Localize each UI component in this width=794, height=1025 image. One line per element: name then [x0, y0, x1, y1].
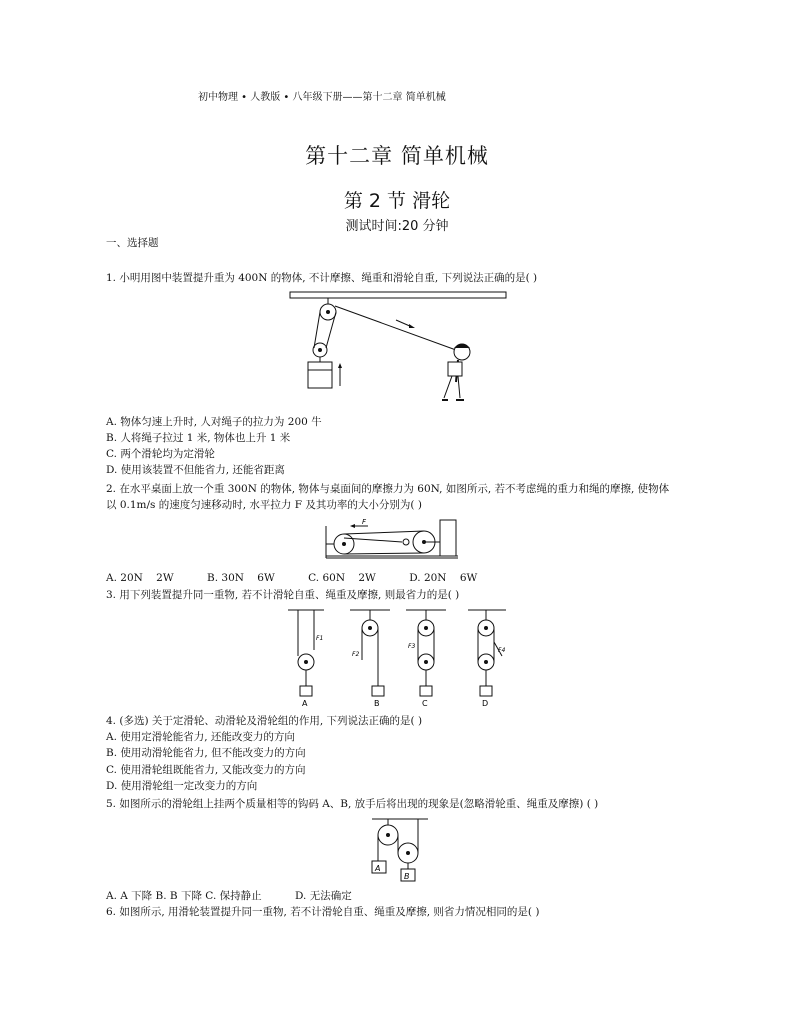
- weight-label-a: A: [375, 864, 381, 873]
- question-6-stem: 6. 如图所示, 用滑轮装置提升同一重物, 若不计滑轮自重、绳重及摩擦, 则省力情况相同的是( ): [106, 906, 540, 918]
- figure-pulley-person: [288, 290, 508, 410]
- question-4-stem: 4. (多选) 关于定滑轮、动滑轮及滑轮组的作用, 下列说法正确的是( ): [106, 715, 423, 727]
- svg-text:F2: F2: [352, 651, 360, 658]
- force-label-f: F: [362, 518, 367, 526]
- question-1-stem: 1. 小明用图中装置提升重为 400N 的物体, 不计摩擦、绳重和滑轮自重, 下列说法正确的是( ): [106, 272, 538, 284]
- q4-option-c: C. 使用滑轮组既能省力, 又能改变力的方向: [106, 764, 306, 776]
- setup-label-c: C: [422, 699, 428, 708]
- test-time: 测试时间:20 分钟: [345, 219, 449, 234]
- breadcrumb: 初中物理 • 人教版 • 八年级下册——第十二章 简单机械: [198, 92, 446, 103]
- section-title: 第 2 节 滑轮: [343, 190, 451, 212]
- setup-b: [350, 610, 390, 708]
- chapter-title: 第十二章 简单机械: [305, 144, 489, 168]
- figure-four-pulley-setups: [280, 606, 520, 708]
- svg-text:F3: F3: [408, 643, 416, 650]
- setup-a: [288, 610, 324, 708]
- q1-option-c: C. 两个滑轮均为定滑轮: [106, 448, 215, 460]
- question-2-stem-line1: 2. 在水平桌面上放一个重 300N 的物体, 物体与桌面间的摩擦力为 60N, 如图所示, 若不考虑绳的重力和绳的摩擦, 使物体: [106, 483, 670, 495]
- setup-label-d: D: [482, 699, 489, 708]
- q1-option-d: D. 使用该装置不但能省力, 还能省距离: [106, 464, 285, 476]
- q1-option-a: A. 物体匀速上升时, 人对绳子的拉力为 200 牛: [106, 416, 322, 428]
- setup-label-a: A: [302, 699, 308, 708]
- question-2-stem-line2: 以 0.1m/s 的速度匀速移动时, 水平拉力 F 及其功率的大小分别为( ): [106, 499, 422, 511]
- q4-option-a: A. 使用定滑轮能省力, 还能改变力的方向: [106, 731, 295, 743]
- part-heading: 一、选择题: [106, 237, 159, 249]
- svg-text:F1: F1: [316, 635, 324, 642]
- weight-label-b: B: [404, 872, 410, 881]
- q1-option-b: B. 人将绳子拉过 1 米, 物体也上升 1 米: [106, 432, 291, 444]
- setup-label-b: B: [374, 699, 380, 708]
- setup-d: [468, 610, 506, 708]
- q5-options: A. A 下降 B. B 下降 C. 保持静止 D. 无法确定: [106, 890, 352, 902]
- q4-option-d: D. 使用滑轮组一定改变力的方向: [106, 780, 258, 792]
- figure-weights-ab: [368, 815, 434, 887]
- figure-horizontal-pulley: [322, 516, 462, 564]
- setup-c: [406, 610, 446, 708]
- question-3-stem: 3. 用下列装置提升同一重物, 若不计滑轮自重、绳重及摩擦, 则最省力的是( ): [106, 589, 460, 601]
- svg-text:F4: F4: [498, 647, 506, 654]
- q2-options: A. 20N 2W B. 30N 6W C. 60N 2W D. 20N 6W: [106, 572, 478, 584]
- question-5-stem: 5. 如图所示的滑轮组上挂两个质量相等的钩码 A、B, 放手后将出现的现象是(忽略滑轮重、绳重及摩擦) ( ): [106, 798, 599, 810]
- q4-option-b: B. 使用动滑轮能省力, 但不能改变力的方向: [106, 747, 306, 759]
